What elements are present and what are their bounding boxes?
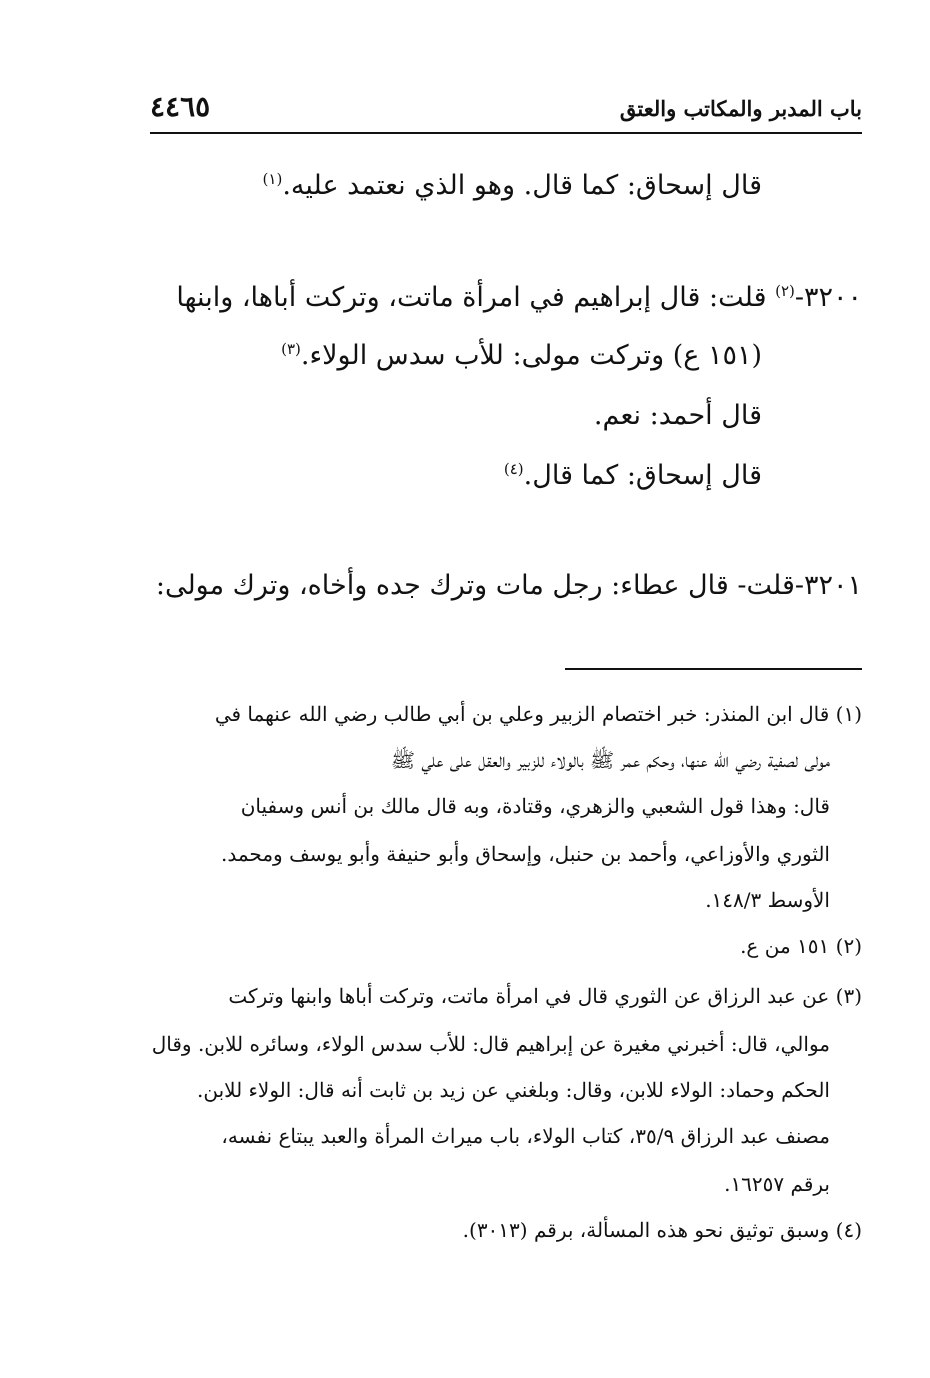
- footnote-ref-2: (٢): [775, 282, 795, 300]
- footnote-3-line-4: مصنف عبد الرزاق ٣٥/٩، كتاب الولاء، باب ميراث المرأة والعبد يبتاع نفسه،: [221, 1124, 830, 1148]
- body-line-ishaq-1: [263, 170, 762, 201]
- footnote-ref-1: (١): [262, 170, 283, 188]
- manuscript-folio-ref: (١٥١ ع): [672, 340, 762, 371]
- footnote-4: (٤) وسبق توثيق نحو هذه المسألة، برقم (٣٠١٣).: [462, 1218, 862, 1242]
- footnote-3-line-1: (٣) عن عبد الرزاق عن الثوري قال في امرأة ماتت، وتركت أباها وابنها وتركت: [228, 984, 862, 1008]
- entry-3200-line-2: [281, 340, 762, 371]
- footnote-1-line-1: (١) قال ابن المنذر: خبر اختصام الزبير وعلي بن أبي طالب رضي الله عنهما في: [214, 702, 862, 726]
- entry-3200-line-1: [176, 282, 862, 313]
- footnote-1-line-3: قال: وهذا قول الشعبي والزهري، وقتادة، وبه قال مالك بن أنس وسفيان: [240, 794, 830, 818]
- footnote-1-line-5: الأوسط ١٤٨/٣.: [705, 888, 830, 912]
- ahmad-answer: قال أحمد: نعم.: [593, 400, 762, 431]
- page-number: ٤٤٦٥: [150, 90, 211, 123]
- chapter-title: باب المدبر والمكاتب والعتق: [619, 96, 862, 121]
- footnote-2: (٢) ١٥١ من ع.: [740, 934, 862, 958]
- body-line-ishaq-2: [504, 460, 762, 491]
- footnote-ref-3: (٣): [281, 340, 301, 358]
- ishaq-statement: قال إسحاق: كما قال. وهو الذي نعتمد عليه.: [282, 170, 762, 201]
- entry-3201-line: ٣٢٠١-قلت- قال عطاء: رجل مات وترك جده وأخاه، وترك مولى:: [155, 570, 862, 601]
- entry-3200-number: ٣٢٠٠-: [794, 282, 862, 313]
- footnote-separator: [565, 668, 862, 670]
- footnote-1-line-2: مولى لصفية رضي الله عنها، وحكم عمر ﷺ بالولاء للزبير والعقل على علي ﷺ: [390, 748, 830, 772]
- entry-3200-text: قلت: قال إبراهيم في امرأة ماتت، وتركت أباها، وابنها: [176, 282, 767, 313]
- footnote-1-line-4: الثوري والأوزاعي، وأحمد بن حنبل، وإسحاق وأبو حنيفة وأبو يوسف ومحمد.: [221, 842, 830, 866]
- footnote-3-line-3: الحكم وحماد: الولاء للابن، وقال: وبلغني عن زيد بن ثابت أنه قال: الولاء للابن.: [196, 1078, 830, 1102]
- footnote-3-line-2: موالي، قال: أخبرني مغيرة عن إبراهيم قال: للأب سدس الولاء، وسائره للابن. وقال: [151, 1032, 830, 1056]
- entry-3200-continuation: وتركت مولى: للأب سدس الولاء.: [300, 340, 665, 371]
- footnote-3-line-5: برقم ١٦٢٥٧.: [724, 1172, 830, 1196]
- running-header: [150, 88, 862, 134]
- ishaq-statement-2: قال إسحاق: كما قال.: [523, 460, 762, 491]
- footnote-ref-4: (٤): [503, 460, 524, 478]
